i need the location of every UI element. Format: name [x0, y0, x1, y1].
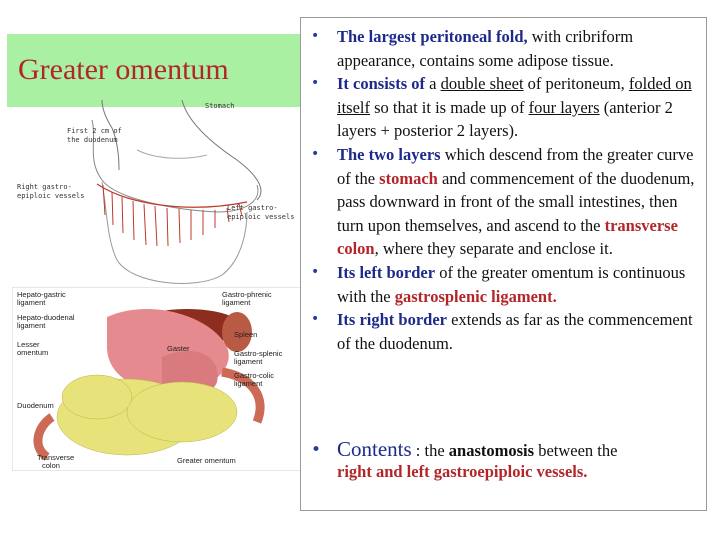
label-lesser-omentum: Lesser [17, 340, 40, 349]
bullet-fragment: double sheet [440, 74, 524, 94]
label-greater-omentum: Greater omentum [177, 456, 236, 465]
bullet-fragment: The two layers [337, 144, 441, 164]
label-first-part: First 2 cm of [67, 127, 122, 135]
bullet-fragment: with cribriform appearance, contains some adipose tissue. [337, 27, 634, 70]
bullet-fragment: so that it is made up of [370, 97, 529, 117]
bullet-dot-icon: • [311, 263, 320, 280]
label-spleen: Spleen [234, 330, 258, 339]
label-gastro-phrenic-2: ligament [222, 298, 251, 307]
label-first-part-2: the duodenum [67, 136, 118, 144]
bullet-item [308, 261, 700, 308]
bullet-fragment: It consists of [337, 74, 426, 94]
omentum-illustration [12, 287, 301, 471]
bullet-fragment: gastrosplenic ligament. [394, 286, 557, 306]
bullet-text [337, 145, 694, 258]
bullet-dot-icon: • [311, 28, 320, 44]
bullet-fragment: and commencement of the duodenum, pass downward in front of the small intestines, then turn upon themselves, and ascend to the [337, 168, 695, 235]
slide-title: Greater omentum [18, 53, 229, 86]
label-right-vessels: Right gastro- [17, 183, 72, 191]
bullet-dot-icon: • [311, 440, 322, 460]
bullet-fragment: of peritoneum, [523, 74, 629, 94]
bullet-text [337, 263, 685, 306]
bullet-item [308, 143, 700, 261]
contents-mid: between the [534, 441, 618, 460]
contents-list [308, 437, 700, 482]
bullet-fragment: folded on itself [337, 74, 692, 117]
label-gaster: Gaster [167, 344, 190, 353]
bullet-dot-icon: • [311, 311, 320, 328]
label-hepato-duodenal: Hepato-duodenal [17, 313, 75, 322]
label-lesser-omentum-2: omentum [17, 348, 49, 357]
label-left-vessels-2: epiploic vessels [227, 213, 295, 221]
contents-label: Contents [337, 437, 412, 461]
label-transverse-colon-2: colon [42, 461, 60, 470]
label-hepato-gastric-2: ligament [17, 298, 46, 307]
label-left-vessels: Left gastro- [227, 204, 278, 212]
label-gastro-phrenic: Gastro-phrenic [222, 290, 272, 299]
label-gastro-splenic-2: ligament [234, 357, 263, 366]
bullet-fragment: The largest peritoneal fold, [337, 27, 528, 46]
label-right-vessels-2: epiploic vessels [17, 192, 85, 200]
bullet-text [337, 27, 633, 70]
label-hepato-duodenal-2: ligament [17, 321, 46, 330]
bullet-fragment: which descend from the greater curve of the [337, 144, 694, 188]
bullet-text [337, 74, 692, 140]
bullet-dot-icon: • [311, 145, 320, 162]
bullet-fragment: a [425, 74, 441, 94]
bullet-fragment: of the greater omentum is continuous with the [337, 262, 686, 306]
label-duodenum: Duodenum [17, 401, 54, 410]
label-gastro-colic-2: ligament [234, 379, 263, 388]
bullet-fragment: Its left border [337, 262, 436, 282]
label-hepato-gastric: Hepato-gastric [17, 290, 66, 299]
label-stomach: Stomach [205, 102, 235, 110]
contents-item [308, 437, 700, 482]
bullet-dot-icon: • [311, 75, 320, 92]
label-gastro-splenic: Gastro-splenic [234, 349, 283, 358]
bullet-fragment: , where they separate and enclose it. [374, 239, 613, 259]
bullet-item [308, 25, 700, 72]
label-gastro-colic: Gastro-colic [234, 371, 275, 380]
bullet-fragment: extends as far as the commencement of the duodenum. [337, 310, 693, 353]
bullet-list [308, 25, 700, 355]
bullet-item [308, 308, 700, 355]
stomach-line-drawing [7, 100, 301, 290]
contents-bold: anastomosis [448, 441, 535, 460]
bullet-fragment: stomach [379, 168, 438, 188]
contents-vessels: right and left gastroepiploic vessels. [337, 462, 588, 481]
bullet-fragment: transverse colon [337, 215, 678, 259]
contents-sep: : the [411, 441, 449, 460]
bullet-text [337, 310, 693, 353]
bullet-fragment: four layers [528, 97, 600, 117]
label-transverse-colon: Transverse [37, 453, 75, 462]
bullet-fragment: Its right border [337, 310, 447, 330]
bullet-item [308, 72, 700, 143]
bullet-fragment: (anterior 2 layers + posterior 2 layers). [337, 97, 673, 141]
